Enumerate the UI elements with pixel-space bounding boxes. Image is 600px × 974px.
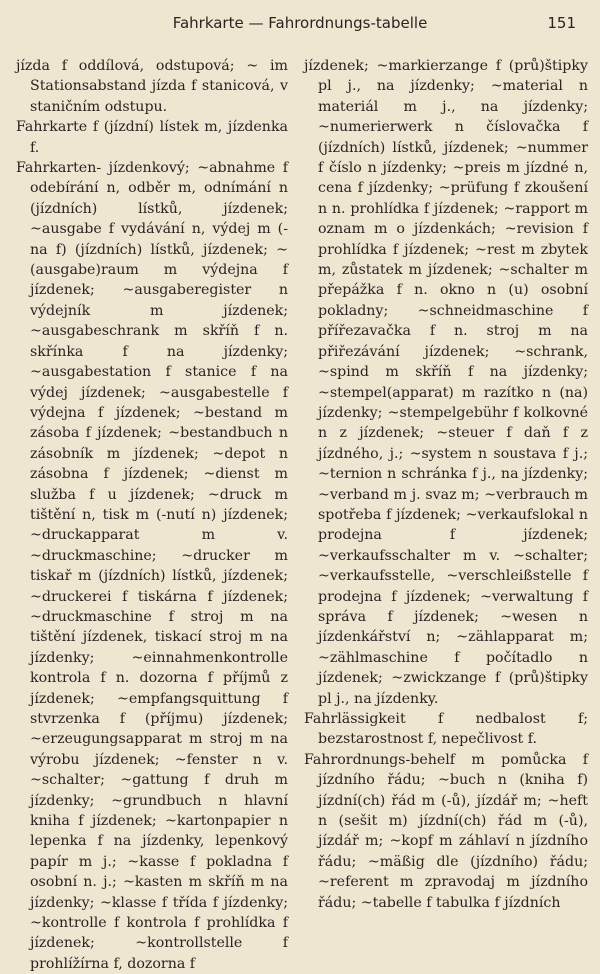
left-column — [16, 56, 288, 972]
dictionary-entry: jízda f oddílová, odstupová; ~ im Stationsabstand jízda f stanicová, v staničním odstupu. — [16, 58, 288, 115]
dictionary-entry: jízdenek; ~markierzange f (prů)štipky pl j., na jízdenky; ~material n materiál m j., na jízdenky; ~numerierwerk n číslovačka f (jízdních) lístků, jízdenek; ~nummer f číslo n jízdenky; ~preis m jízdné n, cena f jízdenky; ~prüfung f zkoušení n n. prohlídka f jízdenek; ~rapport m oznam m o jízdenkách; ~revision f prohlídka f jízdenek; ~rest m zbytek m, zůstatek m jízdenek; ~schalter m přepážka f n. okno n (u) osobní pokladny; ~schneidmaschine f přířezavačka f n. stroj m na přiřezávání jízdenek; ~schrank, ~spind m skříň f na jízdenky; ~stempel(apparat) m razítko n (na) jízdenky; ~stempelgebühr f kolkovné n z jízdenek; ~steuer f daň f z jízdného, j.; ~system n soustava f j.; ~ternion n schránka f j., na jízdenky; ~verband m j. svaz m; ~verbrauch m spotřeba f jízdenek; ~verkaufslokal n prodejna f jízdenek; ~verkaufsschalter m v. ~schalter; ~verkaufsstelle, ~verschleißstelle f prodejna f jízdenek; ~verwaltung f správa f jízdenek; ~wesen n jízdenkářství n; ~zählapparat m; ~zählmaschine f počítadlo n jízdenek; ~zwickzange f (prů)štipky pl j., na jízdenky. — [304, 58, 588, 707]
dictionary-entry: Fahrkarten- jízdenkový; ~abnahme f odebírání n, odběr m, odnímání n (jízdních) lístků, jízdenek; ~ausgabe f vydávání n, výdej m (-na f) (jízdních) lístků, jízdenek; ~(ausgabe)raum m výdejna f jízdenek; ~ausgaberegister n výdejník m jízdenek; ~ausgabeschrank m skříň f n. skřínka f na jízdenky; ~ausgabestation f stanice f na výdej jízdenek; ~ausgabestelle f výdejna f jízdenek; ~bestand m zásoba f jízdenek; ~bestandbuch n zásobník m jízdenek; ~depot n zásobna f jízdenek; ~dienst m služba f u jízdenek; ~druck m tištění n, tisk m (-nutí n) jízdenek; ~druckapparat m v. ~druckmaschine; ~drucker m tiskař m (jízdních) lístků, jízdenek; ~druckerei f tiskárna f jízdenek; ~druckmaschine f stroj m na tištění jízdenek, tiskací stroj m na jízdenky; ~einnahmenkontrolle kontrola f n. dozorna f příjmů z jízdenek; ~empfangsquittung f stvrzenka f (příjmu) jízdenek; ~erzeugungsapparat m stroj m na výrobu jízdenek; ~fenster n v. ~schalter; ~gattung f druh m jízdenky; ~grundbuch n hlavní kniha f jízdenek; ~kartonpapier n lepenka f na jízdenky, lepenkový papír m j.; ~kasse f pokladna f osobní n. j.; ~kasten m skříň m na jízdenky; ~klasse f třída f jízdenky; ~kontrolle f kontrola f prohlídka f jízdenek; ~kontrollstelle f prohlížírna f, dozorna f — [16, 160, 288, 972]
dictionary-entry: Fahrordnungs-behelf m pomůcka f jízdního řádu; ~buch n (kniha f) jízdní(ch) řád m (-ů), jízdář m; ~heft n (sešit m) jízdní(ch) řád m (-ů), jízdář m; ~kopf m záhlaví n jízdního řádu; ~mäßig dle (jízdního) řádu; ~referent m zpravodaj m jízdního řádu; ~tabelle f tabulka f jízdních — [304, 751, 588, 911]
right-column — [304, 56, 588, 911]
running-title: Fahrkarte — Fahrordnungs-tabelle — [172, 14, 428, 32]
page-number: 151 — [547, 14, 576, 32]
dictionary-entry: Fahrkarte f (jízdní) lístek m, jízdenka f. — [16, 119, 288, 156]
dictionary-entry: Fahrlässigkeit f nedbalost f; bezstarostnost f, nepečlivost f. — [304, 711, 588, 748]
page-header — [0, 12, 600, 40]
